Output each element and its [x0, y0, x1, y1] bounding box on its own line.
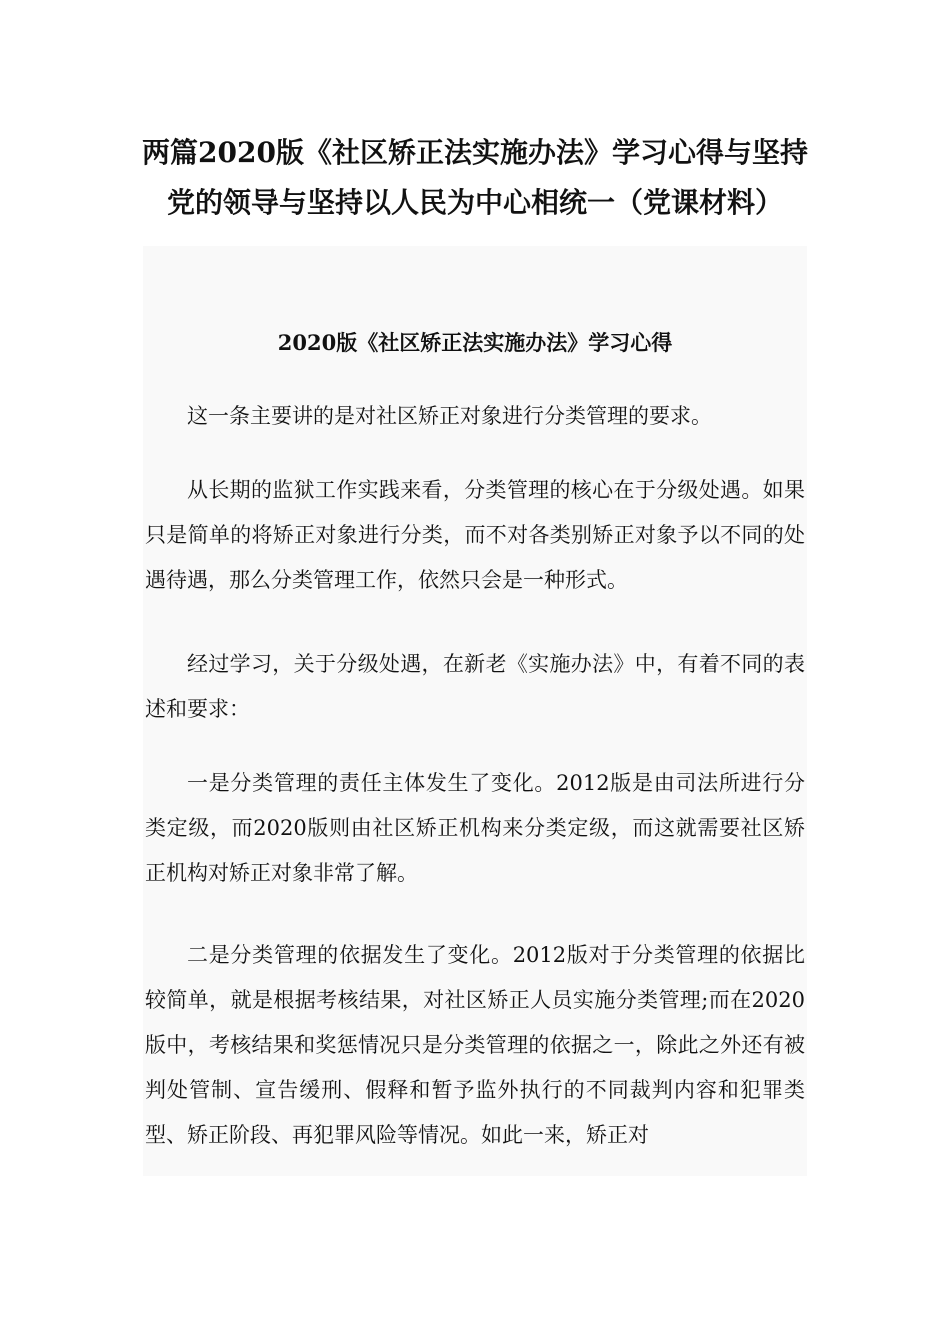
paragraph-4: 一是分类管理的责任主体发生了变化。2012版是由司法所进行分类定级，而2020版则由社区矫正机构来分类定级，而这就需要社区矫正机构对矫正对象非常了解。 [145, 771, 805, 885]
paragraph-2: 从长期的监狱工作实践来看，分类管理的核心在于分级处遇。如果只是简单的将矫正对象进行分类，而不对各类别矫正对象予以不同的处遇待遇，那么分类管理工作，依然只会是一种形式。 [145, 478, 805, 592]
paragraph-1: 这一条主要讲的是对社区矫正对象进行分类管理的要求。 [187, 404, 712, 428]
content-panel [143, 246, 807, 1176]
paragraph-3: 经过学习，关于分级处遇，在新老《实施办法》中，有着不同的表述和要求： [145, 652, 805, 721]
section-heading: 2020版《社区矫正法实施办法》学习心得 [277, 330, 673, 355]
document-title: 两篇2020版《社区矫正法实施办法》学习心得与坚持党的领导与坚持以人民为中心相统一（党课材料） [142, 136, 808, 219]
paragraph-5: 二是分类管理的依据发生了变化。2012版对于分类管理的依据比较简单，就是根据考核结果，对社区矫正人员实施分类管理;而在2020版中，考核结果和奖惩情况只是分类管理的依据之一，除此之外还有被判处管制、宣告缓刑、假释和暂予监外执行的不同裁判内容和犯罪类型、矫正阶段、再犯罪风险等情况。如此一来，矫正对 [145, 943, 805, 1147]
